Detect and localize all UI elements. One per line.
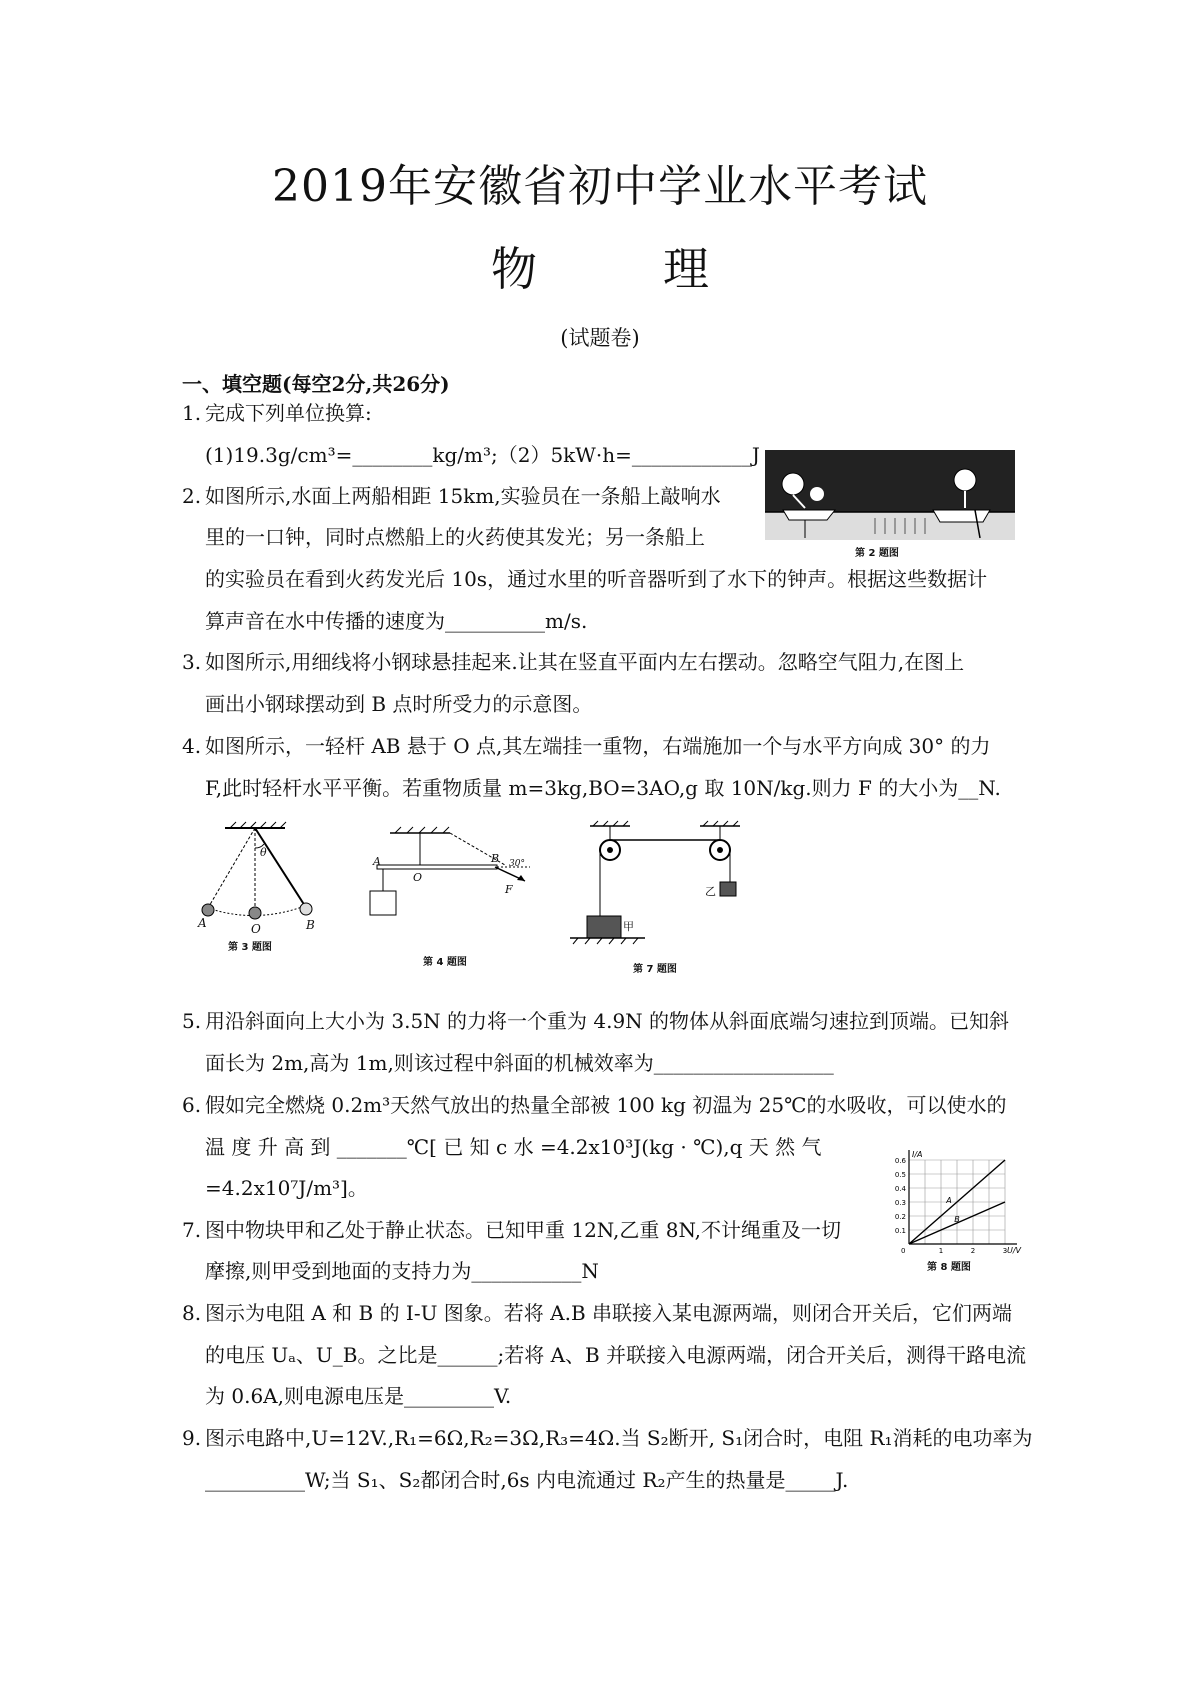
- q4-number: 4.: [182, 734, 202, 758]
- q5-number: 5.: [182, 1009, 202, 1033]
- q9-number: 9.: [182, 1426, 202, 1450]
- x-tick-label: 2: [970, 1247, 976, 1255]
- subject-title: 物 理: [491, 242, 749, 296]
- figure-8-caption: 第 8 题图: [927, 1262, 971, 1273]
- fig3-label-o: O: [251, 922, 261, 936]
- q2-line4: 算声音在水中传播的速度为__________m/s.: [205, 609, 588, 633]
- figure-2-caption: 第 2 题图: [855, 548, 899, 559]
- q6-line3: =4.2x10⁷J/m³]。: [205, 1176, 368, 1200]
- q9-line1: 图示电路中,U=12V.,R₁=6Ω,R₂=3Ω,R₃=4Ω.当 S₂断开, S₁闭合时，电阻 R₁消耗的电功率为: [205, 1426, 1033, 1450]
- y-tick-label: 0.3: [894, 1199, 906, 1207]
- y-tick-label: 0.2: [894, 1213, 906, 1221]
- q7-number: 7.: [182, 1218, 202, 1242]
- x-tick-label: 1: [938, 1247, 944, 1255]
- origin-label: 0: [901, 1247, 906, 1255]
- y-tick-label: 0.4: [894, 1185, 906, 1193]
- y-axis-label: I/A: [912, 1150, 923, 1159]
- q3-line1: 如图所示,用细线将小钢球悬挂起来.让其在竖直平面内左右摆动。忽略空气阻力,在图上: [205, 650, 965, 674]
- q7-line2: 摩擦,则甲受到地面的支持力为___________N: [205, 1259, 599, 1283]
- x-tick-label: 3: [1002, 1247, 1008, 1255]
- fig4-label-angle: 30°: [509, 859, 525, 869]
- paper-type: (试题卷): [560, 326, 640, 350]
- q2-number: 2.: [182, 484, 202, 508]
- q7-line1: 图中物块甲和乙处于静止状态。已知甲重 12N,乙重 8N,不计绳重及一切: [205, 1218, 842, 1242]
- section-heading: 一、填空题(每空2分,共26分): [182, 372, 450, 396]
- q1-number: 1.: [182, 401, 202, 425]
- q6-line1: 假如完全燃烧 0.2m³天然气放出的热量全部被 100 kg 初温为 25℃的水吸收，可以使水的: [205, 1093, 1007, 1117]
- q3-number: 3.: [182, 650, 202, 674]
- figure-3-caption: 第 3 题图: [228, 942, 272, 953]
- q6-number: 6.: [182, 1093, 202, 1117]
- figure-3: [190, 820, 335, 953]
- series-label-a: A: [946, 1196, 952, 1206]
- figure-8: [885, 1148, 1025, 1273]
- x-axis-label: U/V: [1007, 1246, 1022, 1255]
- fig3-label-a: A: [198, 916, 207, 930]
- y-tick-label: 0.5: [894, 1171, 906, 1179]
- q2-line1: 如图所示,水面上两船相距 15km,实验员在一条船上敲响水: [205, 484, 721, 508]
- y-tick-label: 0.6: [894, 1157, 906, 1165]
- figure-4-caption: 第 4 题图: [423, 957, 467, 968]
- fig7-label-jia: 甲: [623, 920, 634, 933]
- fig4-label-f: F: [505, 883, 513, 896]
- exam-title: 2019年安徽省初中学业水平考试: [272, 161, 928, 212]
- q5-line1: 用沿斜面向上大小为 3.5N 的力将一个重为 4.9N 的物体从斜面底端匀速拉到顶端。已知斜: [205, 1009, 1010, 1033]
- q2-line3: 的实验员在看到火药发光后 10s，通过水里的听音器听到了水下的钟声。根据这些数据计: [205, 567, 988, 591]
- q3-line2: 画出小钢球摆动到 B 点时所受力的示意图。: [205, 692, 593, 716]
- q8-line1: 图示为电阻 A 和 B 的 I-U 图象。若将 A.B 串联接入某电源两端，则闭合开关后，它们两端: [205, 1301, 1013, 1325]
- q8-line2: 的电压 Uₐ、U_B。之比是______;若将 A、B 并联接入电源两端，闭合开关后，测得干路电流: [205, 1343, 1027, 1367]
- q1-line2: (1)19.3g/cm³=________kg/m³;（2）5kW·h=____________J: [205, 443, 760, 467]
- fig3-label-theta: θ: [260, 846, 267, 859]
- pendulum-diagram: [190, 820, 335, 930]
- figure-4: [365, 825, 540, 970]
- q4-line2: F,此时轻杆水平平衡。若重物质量 m=3kg,BO=3AO,g 取 10N/kg.则力 F 的大小为__N.: [205, 776, 1001, 800]
- figure-7-caption: 第 7 题图: [633, 964, 677, 975]
- q4-line1: 如图所示，一轻杆 AB 悬于 O 点,其左端挂一重物，右端施加一个与水平方向成 30° 的力: [205, 734, 991, 758]
- fig3-label-b: B: [306, 918, 315, 932]
- figure-2: [765, 450, 1015, 560]
- q5-line2: 面长为 2m,高为 1m,则该过程中斜面的机械效率为__________________: [205, 1051, 834, 1075]
- pulley-diagram: [565, 820, 765, 950]
- fig4-label-a: A: [373, 855, 381, 868]
- y-tick-label: 0.1: [894, 1227, 906, 1235]
- q1-line1: 完成下列单位换算:: [205, 401, 372, 425]
- fig7-label-yi: 乙: [705, 885, 716, 898]
- fig4-label-b: B: [491, 852, 500, 865]
- q6-line2: 温 度 升 高 到 _______℃[ 已 知 c 水 =4.2x10³J(kg · ℃),q 天 然 气: [205, 1135, 822, 1159]
- q8-line3: 为 0.6A,则电源电压是_________V.: [205, 1384, 512, 1408]
- q8-number: 8.: [182, 1301, 202, 1325]
- iu-chart: [885, 1148, 1025, 1260]
- lever-diagram: [365, 825, 540, 940]
- q2-line2: 里的一口钟，同时点燃船上的火药使其发光；另一条船上: [205, 525, 705, 549]
- figure-7: [565, 820, 765, 975]
- series-label-b: B: [954, 1215, 960, 1225]
- fig4-label-o: O: [413, 871, 423, 884]
- q9-line2: __________W;当 S₁、S₂都闭合时,6s 内电流通过 R₂产生的热量是_____J.: [205, 1468, 849, 1492]
